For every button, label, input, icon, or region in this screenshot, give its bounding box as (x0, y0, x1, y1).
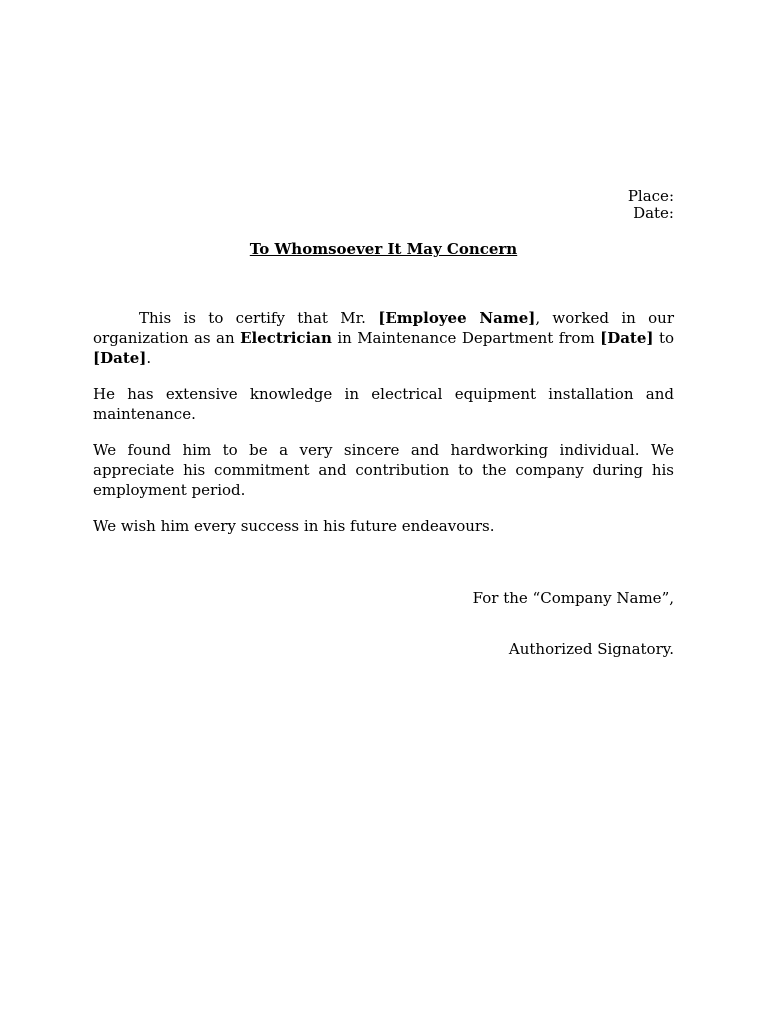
p1-text-2: , worked in our organization as an (93, 309, 674, 347)
letter-subject: To Whomsoever It May Concern (249, 240, 518, 258)
p1-text-5: . (146, 349, 152, 367)
designation: Electrician (240, 329, 332, 347)
date-to: [Date] (93, 349, 147, 367)
paragraph-appreciation: We found him to be a very sincere and hardworking individual. We appreciate his commitment and contribution to the company during his employment period. (93, 441, 674, 499)
p1-text-1: This is to certify that Mr. (139, 309, 379, 327)
date-label: Date: (633, 204, 674, 222)
p1-text-4: to (653, 329, 675, 347)
paragraph-wishes: We wish him every success in his future endeavours. (93, 517, 495, 535)
date-from: [Date] (600, 329, 654, 347)
place-date-block (628, 188, 674, 222)
letter-body (93, 308, 674, 552)
authorized-signatory: Authorized Signatory. (508, 640, 674, 658)
letter-page (93, 0, 674, 1024)
closing-company-line: For the “Company Name”, (472, 589, 674, 607)
place-label: Place: (627, 187, 674, 205)
employee-name: [Employee Name] (378, 309, 536, 327)
paragraph-knowledge: He has extensive knowledge in electrical equipment installation and maintenance. (93, 385, 674, 423)
paragraph-certification (93, 308, 674, 368)
p1-text-3: in Maintenance Department from (331, 329, 601, 347)
